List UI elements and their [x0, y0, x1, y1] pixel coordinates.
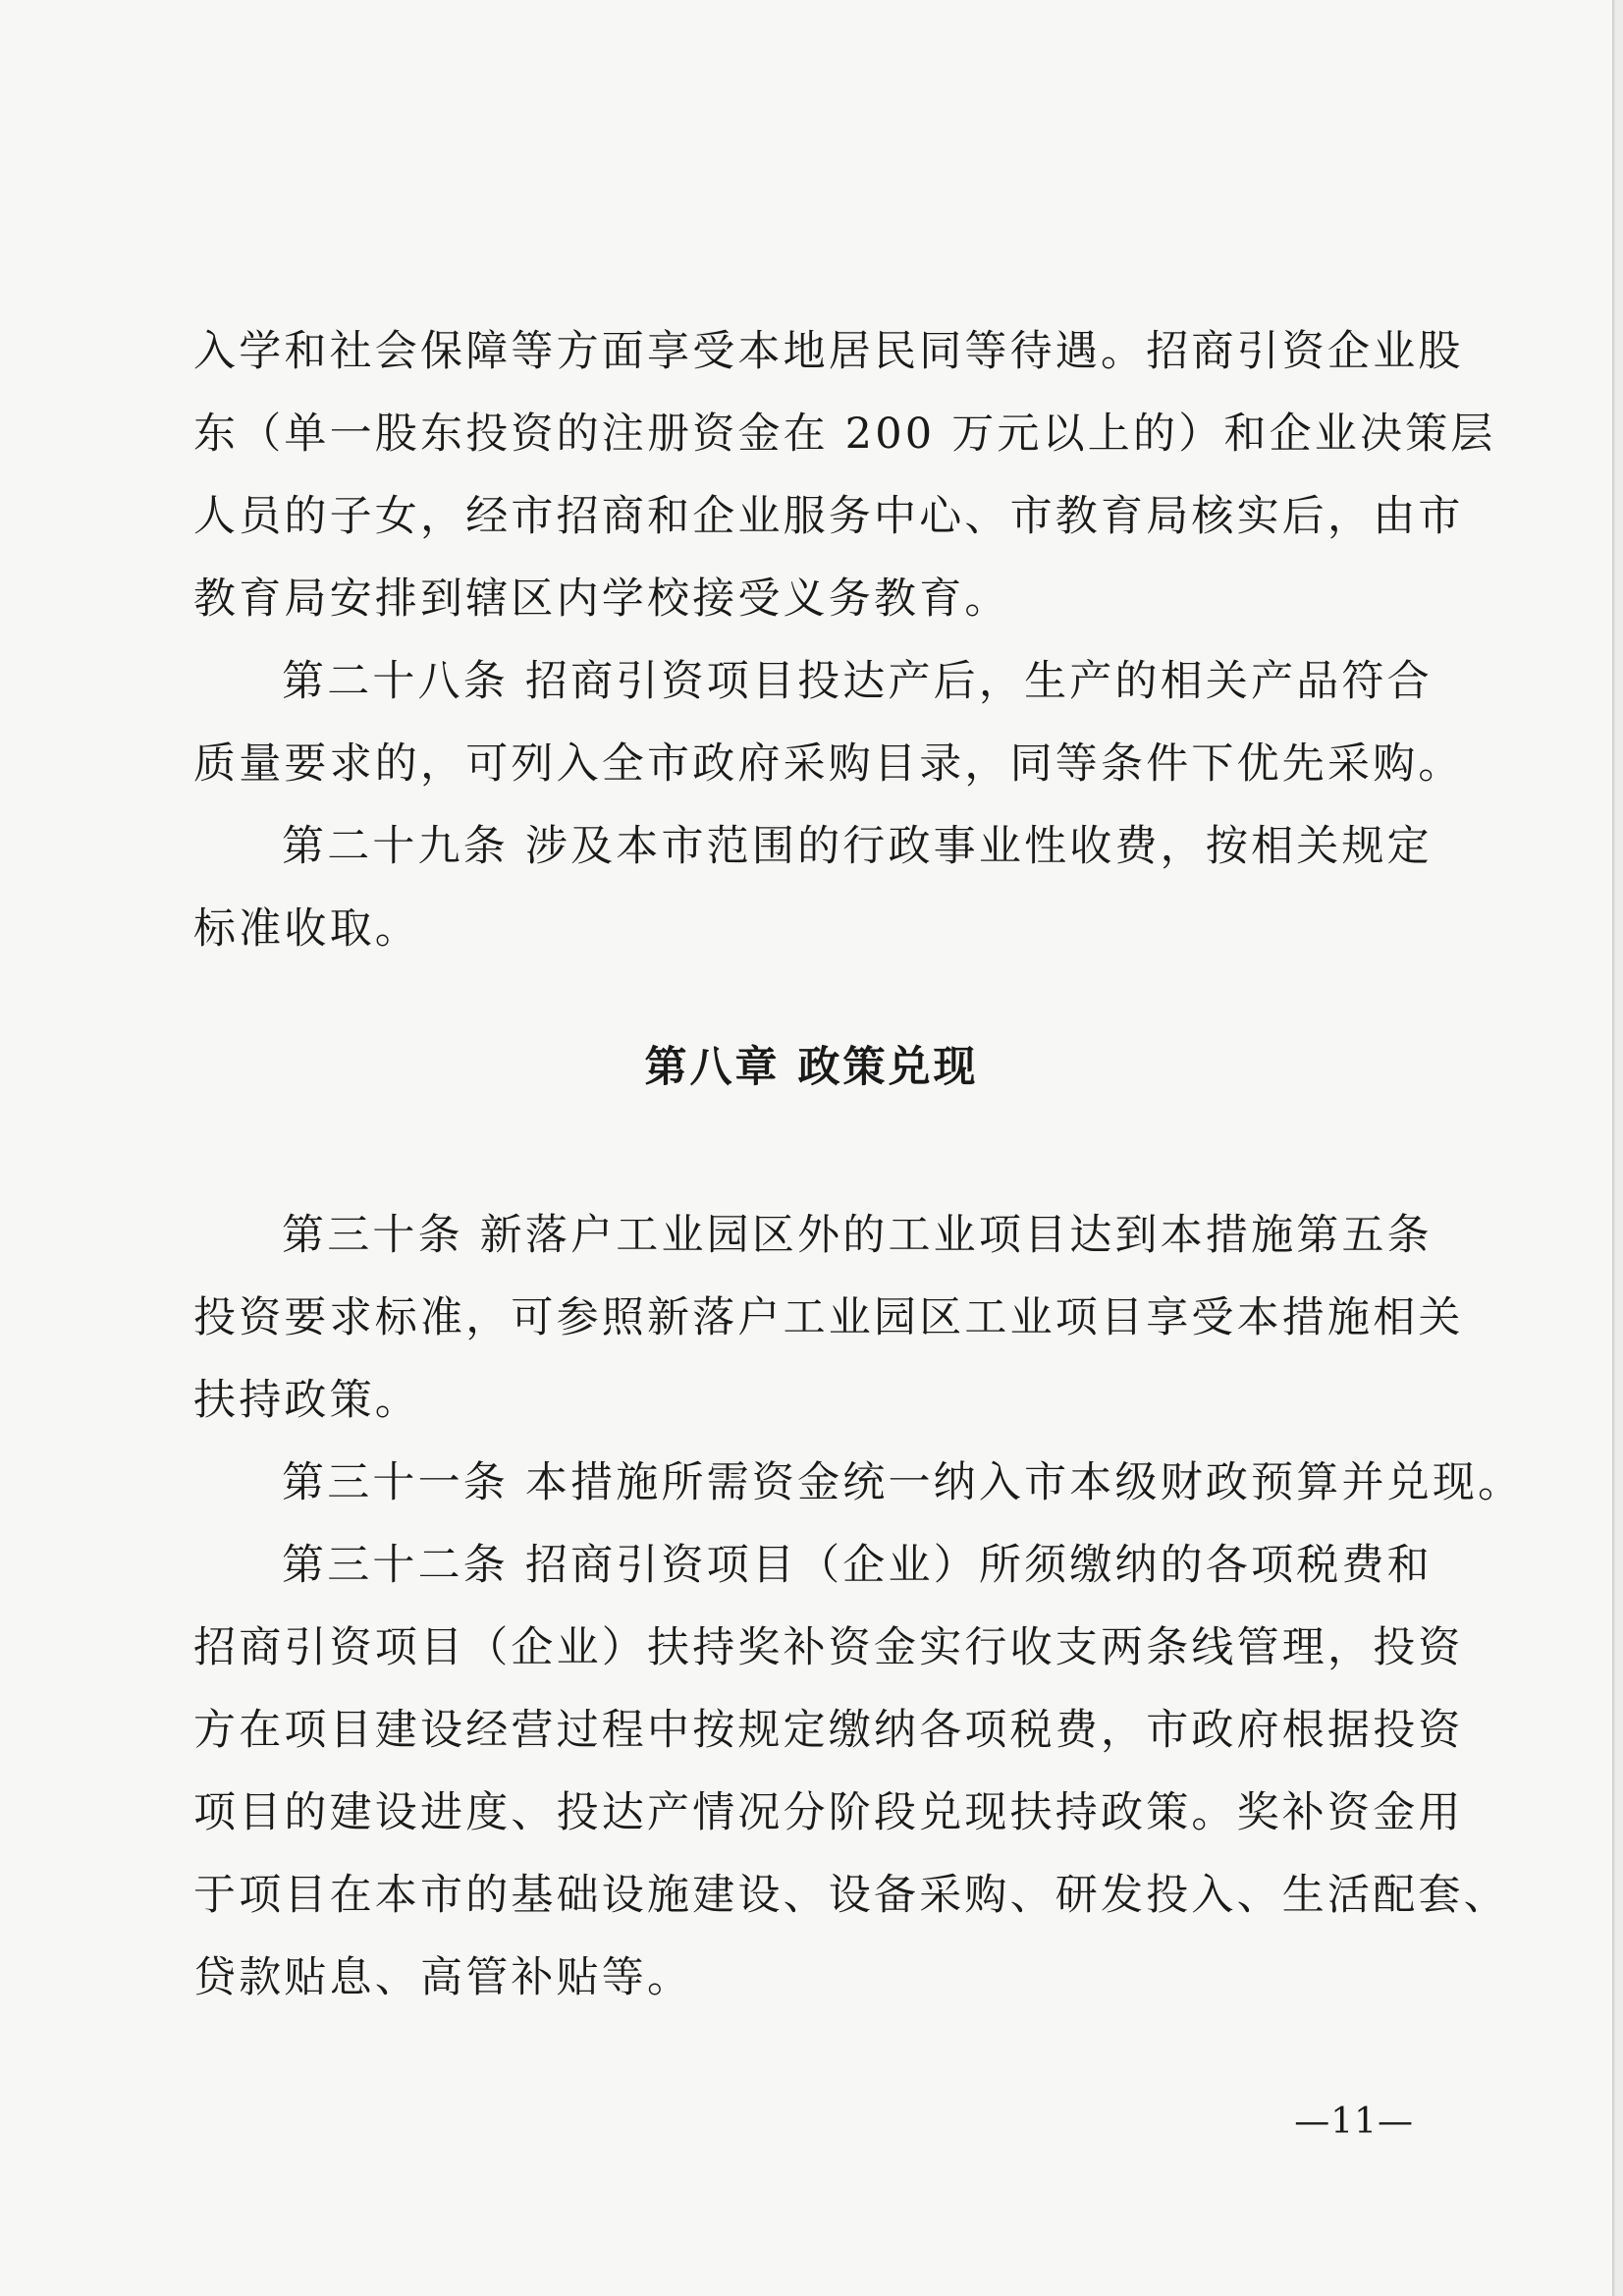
- article-28-line: 质量要求的，可列入全市政府采购目录，同等条件下优先采购。: [193, 739, 1464, 789]
- article-32-line: 于项目在本市的基础设施建设、设备采购、研发投入、生活配套、: [193, 1871, 1509, 1920]
- article-32-line: 贷款贴息、高管补贴等。: [193, 1953, 693, 2002]
- text-line: 教育局安排到辖区内学校接受义务教育。: [193, 574, 1010, 624]
- article-32-line: 招商引资项目（企业）扶持奖补资金实行收支两条线管理，投资: [193, 1623, 1464, 1672]
- article-30-line: 投资要求标准，可参照新落户工业园区工业项目享受本措施相关: [193, 1293, 1464, 1342]
- article-30-line: 扶持政策。: [193, 1376, 420, 1425]
- page-number: —11—: [1294, 2102, 1414, 2142]
- article-30-line: 第三十条 新落户工业园区外的工业项目达到本措施第五条: [282, 1211, 1433, 1260]
- page-edge-shadow: [1615, 0, 1623, 2296]
- chapter-heading: 第八章 政策兑现: [644, 1043, 979, 1092]
- article-29-line: 标准收取。: [193, 904, 420, 954]
- article-32-line: 第三十二条 招商引资项目（企业）所须缴纳的各项税费和: [282, 1541, 1433, 1590]
- text-line: 人员的子女，经市招商和企业服务中心、市教育局核实后，由市: [193, 492, 1464, 541]
- article-31-line: 第三十一条 本措施所需资金统一纳入市本级财政预算并兑现。: [282, 1458, 1524, 1507]
- text-line: 入学和社会保障等方面享受本地居民同等待遇。招商引资企业股: [193, 327, 1464, 376]
- page-edge: [1612, 0, 1615, 2296]
- article-28-line: 第二十八条 招商引资项目投达产后，生产的相关产品符合: [282, 657, 1433, 706]
- article-32-line: 项目的建设进度、投达产情况分阶段兑现扶持政策。奖补资金用: [193, 1788, 1464, 1837]
- text-line: 东（单一股东投资的注册资金在 200 万元以上的）和企业决策层: [193, 410, 1496, 459]
- article-32-line: 方在项目建设经营过程中按规定缴纳各项税费，市政府根据投资: [193, 1706, 1464, 1755]
- article-29-line: 第二十九条 涉及本市范围的行政事业性收费，按相关规定: [282, 822, 1433, 871]
